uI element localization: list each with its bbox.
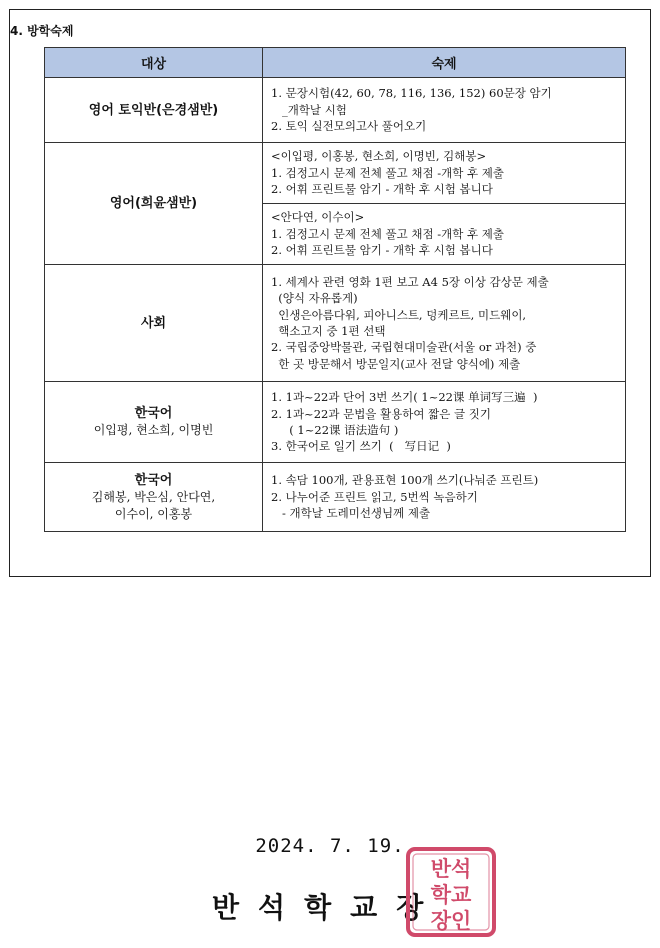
target-name: 한국어: [134, 406, 173, 421]
task-cell: [263, 463, 626, 532]
task-line: 핵소고지 중 1편 선택: [271, 324, 386, 338]
target-name: 한국어: [134, 472, 173, 488]
target-members: 김해봉, 박은심, 안다연, 이수이, 이홍봉: [91, 489, 216, 521]
target-cell: [45, 143, 263, 265]
official-seal-icon: [405, 846, 497, 938]
target-cell: [45, 382, 263, 463]
homework-table: [44, 47, 626, 532]
target-members: 이입평, 현소희, 이명빈: [93, 423, 214, 437]
header-target: 대상: [45, 48, 263, 78]
task-line: <안다연, 이수이>: [271, 210, 365, 225]
task-line: <이입평, 이홍봉, 현소희, 이명빈, 김해봉>: [271, 149, 487, 164]
target-name: 영어(희윤샘반): [109, 196, 198, 211]
header-task: 숙제: [263, 48, 626, 78]
task-line: 2. 토익 실전모의고사 풀어오기: [271, 119, 427, 134]
task-cell: [263, 143, 626, 204]
footer-date: 2024. 7. 19.: [255, 835, 405, 857]
task-line: 한 곳 방문해서 방문일지(교사 전달 양식에) 제출: [271, 356, 521, 371]
task-line: 2. 어휘 프린트물 암기 - 개학 후 시험 봅니다: [271, 182, 493, 197]
svg-text:장인: 장인: [430, 908, 472, 933]
svg-text:반석: 반석: [430, 856, 472, 881]
task-line: 1. 세계사 관련 영화 1편 보고 A4 5장 이상 감상문 제출: [271, 274, 549, 289]
task-line: 2. 국립중앙박물관, 국립현대미술관(서울 or 과천) 중: [271, 340, 537, 355]
svg-text:학교: 학교: [430, 882, 472, 907]
task-line: 2. 어휘 프린트물 암기 - 개학 후 시험 봅니다: [271, 243, 493, 258]
task-line: 1. 검정고시 문제 전체 풀고 채점 -개학 후 제출: [271, 226, 504, 241]
target-cell: [45, 78, 263, 143]
task-line: ( 1~22课 语法造句 ): [271, 423, 399, 437]
task-line: 1. 1과~22과 단어 3번 쓰기( 1~22课 单词写三遍 ): [271, 390, 538, 405]
task-cell: [263, 204, 626, 265]
task-line: 인생은아름다워, 피아니스트, 덩케르트, 미드웨이,: [271, 307, 527, 322]
task-line: 2. 나누어준 프린트 읽고, 5번씩 녹음하기: [271, 489, 478, 504]
task-line: (양식 자유롭게): [271, 291, 358, 306]
target-name: 사회: [140, 315, 167, 331]
table-row: [45, 382, 626, 463]
task-line: 3. 한국어로 일기 쓰기 ( 写日记 ): [271, 439, 451, 454]
task-line: _개학날 시험: [271, 102, 347, 117]
target-cell: [45, 265, 263, 382]
table-row: [45, 463, 626, 532]
school-principal-name: 반석학교장: [212, 891, 443, 924]
table-row: [45, 265, 626, 382]
target-cell: [45, 463, 263, 532]
target-name: 영어 토익반(은경샘반): [88, 102, 219, 118]
task-line: - 개학날 도레미선생님께 제출: [271, 506, 431, 521]
section-title: 4. 방학숙제: [10, 24, 74, 38]
task-line: 1. 검정고시 문제 전체 풀고 채점 -개학 후 제출: [271, 165, 504, 180]
task-line: 1. 문장시험(42, 60, 78, 116, 136, 152) 60문장 암기: [271, 86, 552, 101]
task-line: 2. 1과~22과 문법을 활용하여 짧은 글 짓기: [271, 406, 492, 421]
task-cell: [263, 78, 626, 143]
table-row: [45, 143, 626, 204]
task-line: 1. 속담 100개, 관용표현 100개 쓰기(나눠준 프린트): [271, 473, 539, 488]
task-cell: [263, 265, 626, 382]
table-header-row: [45, 48, 626, 78]
table-row: [45, 78, 626, 143]
task-cell: [263, 382, 626, 463]
